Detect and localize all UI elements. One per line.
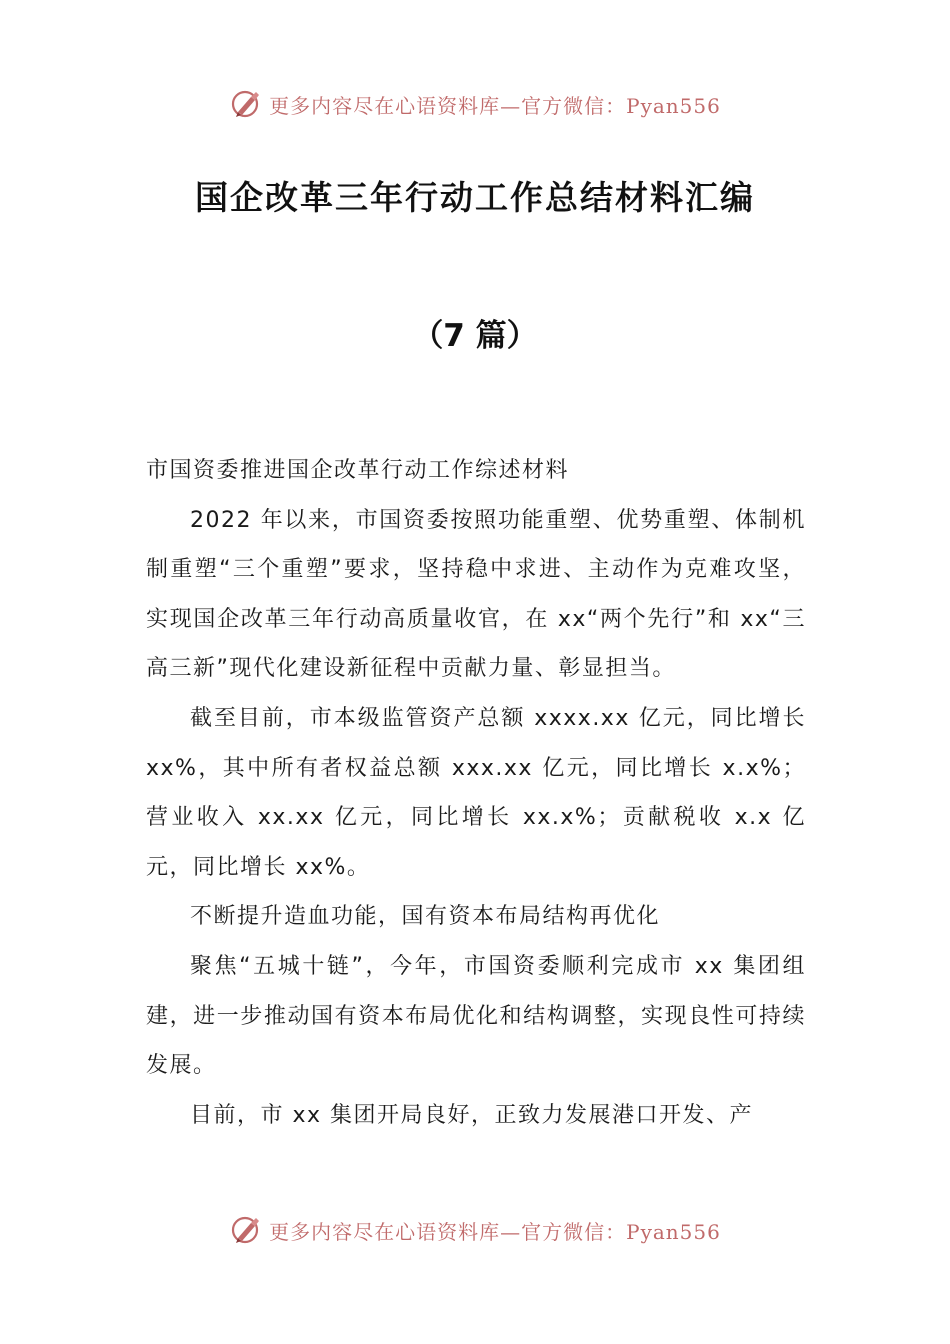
body-paragraph: 2022 年以来，市国资委按照功能重塑、优势重塑、体制机制重塑“三个重塑”要求，坚持稳中求进、主动作为克难攻坚，实现国企改革三年行动高质量收官，在 xx“两个先行”和 xx“三高三新”现代化建设新征程中贡献力量、彰显担当。 <box>146 507 806 682</box>
section-heading: 市国资委推进国企改革行动工作综述材料 <box>146 458 570 483</box>
watermark-banner-top <box>0 84 950 124</box>
pen-logo-icon <box>229 87 263 121</box>
watermark-text: 更多内容尽在心语资料库—官方微信：Pyan556 <box>269 93 721 118</box>
watermark-text: 更多内容尽在心语资料库—官方微信：Pyan556 <box>269 1219 721 1244</box>
body-paragraph: 聚焦“五城十链”，今年，市国资委顺利完成市 xx 集团组建，进一步推动国有资本布局优化和结构调整，实现良性可持续发展。 <box>146 953 806 1079</box>
body-paragraph: 目前，市 xx 集团开局良好，正致力发展港口开发、产 <box>190 1102 754 1128</box>
document-title: 国企改革三年行动工作总结材料汇编 <box>195 178 755 217</box>
pen-logo-icon <box>229 1213 263 1247</box>
body-paragraph: 截至目前，市本级监管资产总额 xxxx.xx 亿元，同比增长 xx%，其中所有者权益总额 xxx.xx 亿元，同比增长 x.x%；营业收入 xx.xx 亿元，同比增长 xx.x%；贡献税收 x.x 亿元，同比增长 xx%。 <box>146 705 806 880</box>
document-subtitle: （7 篇） <box>412 318 538 354</box>
watermark-banner-bottom <box>0 1210 950 1250</box>
document-body <box>146 446 806 1140</box>
body-subheading: 不断提升造血功能，国有资本布局结构再优化 <box>190 904 661 930</box>
